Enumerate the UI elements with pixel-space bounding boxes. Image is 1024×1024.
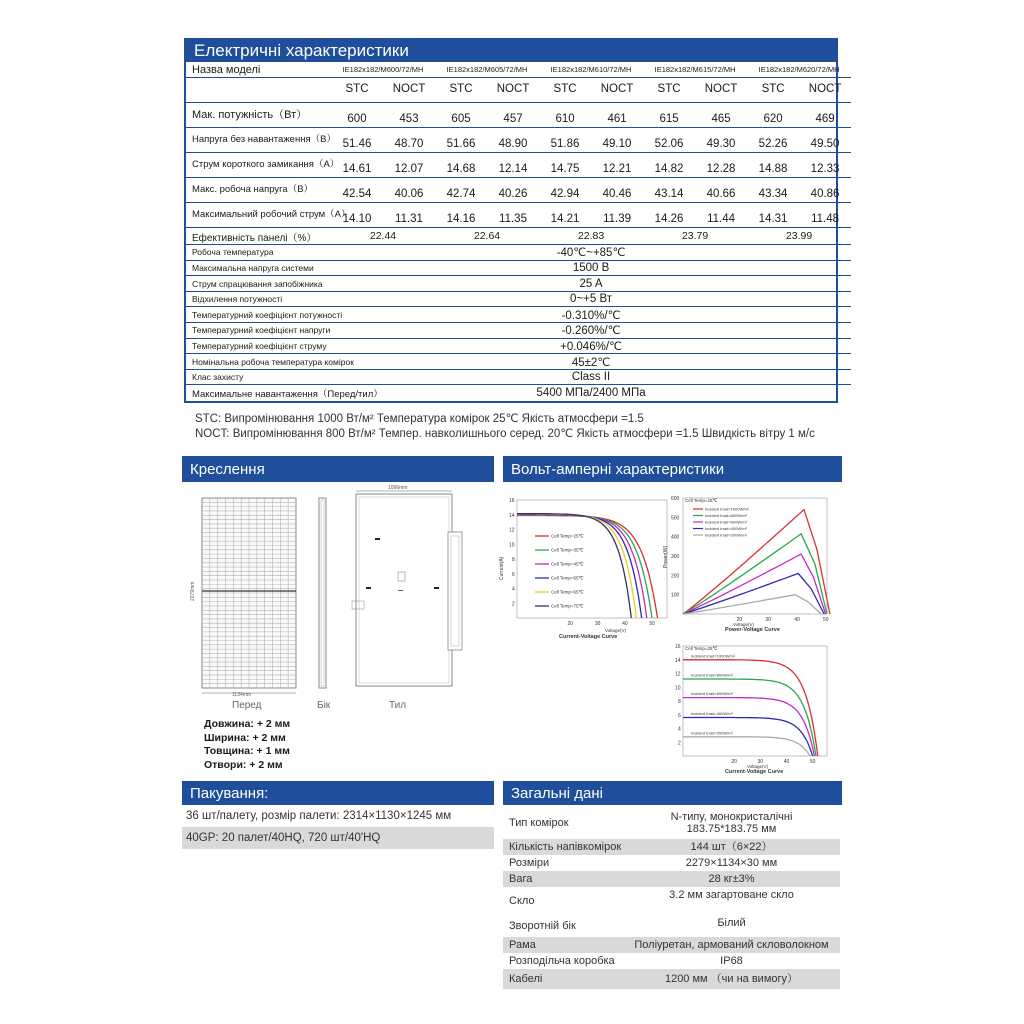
spec-value: 14.26 xyxy=(643,203,695,228)
spec-value: 453 xyxy=(383,103,435,128)
spec-value: 49.30 xyxy=(695,128,747,153)
condition-row xyxy=(186,78,851,103)
width-value: + 2 мм xyxy=(252,731,286,744)
param-row xyxy=(186,369,851,385)
spec-value: 51.86 xyxy=(539,128,591,153)
x-tick-label: 30 xyxy=(594,621,601,627)
spec-value: 42.54 xyxy=(331,178,383,203)
holes-label: Отвори: xyxy=(204,758,247,771)
legend-label: Cell Temp=35℃ xyxy=(551,547,584,553)
y-tick-label: 8 xyxy=(678,699,681,705)
chart3-title: Current-Voltage Curve xyxy=(725,769,784,775)
param-label: Температурний коефіцієнт напруги xyxy=(186,323,331,339)
model-name: IE182x182/M600/72/MH xyxy=(342,65,424,75)
curve-label: Incident Irrad=1000W/m² xyxy=(691,653,736,659)
param-value: -0.310%/℃ xyxy=(331,307,851,323)
general-key: Тип комірок xyxy=(509,817,569,829)
spec-value: 620 xyxy=(747,103,799,128)
spec-label: Мак. потужність（Вт） xyxy=(186,103,331,128)
spec-value: 12.33 xyxy=(799,153,851,178)
spec-value: 12.21 xyxy=(591,153,643,178)
general-value: 144 шт（6×22） xyxy=(690,840,773,853)
param-row xyxy=(186,385,851,401)
y-tick-label: 4 xyxy=(512,586,515,593)
legend-label: Incident Irrad=800W/m² xyxy=(705,513,747,518)
length-value: + 2 мм xyxy=(256,718,291,730)
spec-value: 469 xyxy=(799,103,851,128)
y-tick-label: 6 xyxy=(678,712,681,719)
chart1-xlabel: Voltage(V) xyxy=(605,628,627,633)
x-tick-label: 40 xyxy=(794,617,800,623)
y-tick-label: 2 xyxy=(678,740,681,747)
tolerances xyxy=(204,718,290,772)
general-value-cell xyxy=(623,939,840,952)
spec-value: 14.68 xyxy=(435,153,487,178)
spec-value: 14.31 xyxy=(747,203,799,228)
x-tick-label: 50 xyxy=(823,617,829,623)
spec-value: 49.50 xyxy=(799,128,851,153)
spec-row xyxy=(186,178,851,203)
spec-value: 52.06 xyxy=(643,128,695,153)
general-value-cell xyxy=(623,857,840,870)
spec-value: 51.46 xyxy=(331,128,383,153)
legend-label: Incident Irrad=600W/m² xyxy=(705,519,747,525)
front-view xyxy=(190,498,296,698)
y-tick-label: 14 xyxy=(509,512,515,519)
stc-header: STC xyxy=(539,78,591,103)
param-value: -0.260%/℃ xyxy=(331,323,851,339)
x-tick-label: 50 xyxy=(649,621,655,627)
curve-label: Incident Irrad=200W/m² xyxy=(691,730,733,736)
chart1-title: Current-Voltage Curve xyxy=(559,634,618,640)
param-row xyxy=(186,323,851,339)
y-tick-label: 8 xyxy=(512,557,515,563)
spec-value: 51.66 xyxy=(435,128,487,153)
noct-header: NOCT xyxy=(487,78,539,103)
general-value: IP68 xyxy=(720,954,743,967)
spec-value: 12.07 xyxy=(383,153,435,178)
general-row xyxy=(503,839,840,855)
general-row xyxy=(503,807,840,839)
thickness-value: + 1 мм xyxy=(256,745,290,757)
param-value: +0.046%/℃ xyxy=(331,338,851,354)
legend-label: Incident Irrad=200W/m² xyxy=(705,532,747,538)
spec-value: 52.26 xyxy=(747,128,799,153)
param-row xyxy=(186,245,851,261)
general-value-cell xyxy=(623,811,840,836)
param-value: -40℃~+85℃ xyxy=(331,245,851,261)
spec-value: 600 xyxy=(331,103,383,128)
packing-line-2: 40GP: 20 палет/40HQ, 720 шт/40'HQ xyxy=(182,827,494,849)
general-key: Вага xyxy=(509,873,533,885)
y-tick-label: 12 xyxy=(509,527,515,534)
param-label: Температурний коефіцієнт потужності xyxy=(186,307,331,323)
x-tick-label: 50 xyxy=(809,759,816,765)
general-key: Розподільча коробка xyxy=(509,955,615,967)
param-value: Class II xyxy=(331,369,851,385)
spec-label: Струм короткого замикання（A） xyxy=(186,153,331,178)
general-key: Кабелі xyxy=(509,973,543,985)
spec-value: 43.14 xyxy=(643,178,695,203)
chart2-xlabel: Voltage(V) xyxy=(733,622,755,627)
stc-header: STC xyxy=(331,78,383,103)
thickness-label: Товщина: xyxy=(204,745,254,757)
noct-header: NOCT xyxy=(383,78,435,103)
side-label: Бік xyxy=(317,700,331,711)
y-tick-label: 600 xyxy=(671,496,680,502)
spec-label: Макс. робоча напруга（В） xyxy=(186,178,331,203)
x-tick-label: 40 xyxy=(783,759,790,765)
param-label: Відхилення потужності xyxy=(186,291,331,307)
general-value-cell xyxy=(623,955,840,968)
general-key: Скло xyxy=(509,895,535,907)
charts-svg xyxy=(499,490,842,780)
electrical-grid xyxy=(186,62,851,401)
front-label: Перед xyxy=(232,700,262,711)
curve-label: Incident Irrad=600W/m² xyxy=(691,691,733,697)
y-tick-label: 16 xyxy=(675,644,681,650)
spec-value: 40.26 xyxy=(487,178,539,203)
general-value: 28 кг±3% xyxy=(708,872,755,885)
y-tick-label: 300 xyxy=(671,554,680,560)
stc-header: STC xyxy=(747,78,799,103)
y-tick-label: 16 xyxy=(509,498,515,504)
spec-value: 11.31 xyxy=(383,203,435,228)
y-tick-label: 100 xyxy=(671,592,680,599)
general-value: Білий xyxy=(717,917,746,929)
param-row xyxy=(186,338,851,354)
spec-value: 48.70 xyxy=(383,128,435,153)
efficiency-value: 23.99 xyxy=(747,228,851,245)
spec-value: 40.86 xyxy=(799,178,851,203)
spec-value: 42.94 xyxy=(539,178,591,203)
general-row xyxy=(503,855,840,871)
general-key: Розміри xyxy=(509,857,550,869)
curve-label: Incident Irrad=800W/m² xyxy=(691,672,733,678)
width-label: Ширина: xyxy=(204,731,250,744)
back-view xyxy=(352,485,462,686)
general-key: Кількість напівкомірок xyxy=(509,841,622,853)
general-key: Рама xyxy=(509,939,536,951)
param-value: 25 A xyxy=(331,276,851,292)
spec-value: 610 xyxy=(539,103,591,128)
general-value-2: 183.75*183.75 мм xyxy=(686,823,777,835)
general-value: N-типу, монокристалічні xyxy=(670,810,793,823)
spec-value: 457 xyxy=(487,103,539,128)
param-row xyxy=(186,276,851,292)
back-label: Тил xyxy=(389,700,407,711)
spec-value: 461 xyxy=(591,103,643,128)
legend-label: Cell Temp=45℃ xyxy=(551,561,584,567)
efficiency-label: Ефективність панелі（%） xyxy=(186,228,331,245)
general-value: 2279×1134×30 мм xyxy=(685,856,778,869)
spec-value: 42.74 xyxy=(435,178,487,203)
y-tick-label: 12 xyxy=(675,671,681,678)
noct-header: NOCT xyxy=(591,78,643,103)
y-tick-label: 400 xyxy=(671,534,680,541)
spec-value: 465 xyxy=(695,103,747,128)
spec-value: 14.16 xyxy=(435,203,487,228)
iv-title: Вольт-амперні характеристики xyxy=(503,456,842,482)
general-row xyxy=(503,969,840,989)
efficiency-value: 22.64 xyxy=(435,228,539,245)
chart2-cell-temp: Cell Temp=25℃ xyxy=(685,498,718,503)
param-row xyxy=(186,354,851,370)
spec-value: 14.75 xyxy=(539,153,591,178)
spec-value: 40.66 xyxy=(695,178,747,203)
spec-value: 14.10 xyxy=(331,203,383,228)
y-tick-label: 10 xyxy=(509,542,515,549)
pv-curve xyxy=(683,554,826,614)
model-name: IE182x182/M620/72/MH xyxy=(758,65,840,75)
condition-blank xyxy=(186,78,331,103)
curve-label: Incident Irrad=400W/m² xyxy=(691,711,733,716)
efficiency-value: 22.83 xyxy=(539,228,643,245)
param-label: Максимальне навантаження（Перед/тил） xyxy=(186,385,331,401)
stc-header: STC xyxy=(435,78,487,103)
spec-value: 615 xyxy=(643,103,695,128)
x-tick-label: 30 xyxy=(757,759,764,765)
side-view xyxy=(319,498,326,688)
model-name: IE182x182/M615/72/MH xyxy=(654,65,736,75)
param-value: 5400 МПа/2400 МПа xyxy=(331,385,851,401)
spec-value: 14.21 xyxy=(539,203,591,228)
general-title: Загальні дані xyxy=(503,781,842,805)
electrical-title: Електричні характеристики xyxy=(186,40,836,62)
param-label: Максимальна напруга системи xyxy=(186,260,331,276)
param-row xyxy=(186,307,851,323)
general-row xyxy=(503,953,840,969)
noct-header: NOCT xyxy=(695,78,747,103)
general-row xyxy=(503,937,840,953)
param-value: 45±2℃ xyxy=(331,354,851,370)
chart2-ylabel: Power(W) xyxy=(663,545,669,568)
general-row xyxy=(503,871,840,887)
param-value: 1500 В xyxy=(331,260,851,276)
efficiency-value: 23.79 xyxy=(643,228,747,245)
spec-value: 40.06 xyxy=(383,178,435,203)
chart2-title: Power-Voltage Curve xyxy=(725,627,780,633)
spec-value: 605 xyxy=(435,103,487,128)
y-tick-label: 500 xyxy=(671,515,680,522)
model-row xyxy=(186,62,851,78)
efficiency-row xyxy=(186,228,851,245)
model-name: IE182x182/M610/72/MH xyxy=(550,65,632,75)
electrical-table xyxy=(184,38,842,403)
legend-label: Incident Irrad=1000W/m² xyxy=(705,506,750,512)
front-height-dim: 2279mm xyxy=(190,581,196,601)
general-value-cell xyxy=(623,915,840,930)
spec-row xyxy=(186,128,851,153)
spec-value: 14.88 xyxy=(747,153,799,178)
legend-label: Cell Temp=75℃ xyxy=(551,603,584,609)
packing-title: Пакування: xyxy=(182,781,494,805)
noct-header: NOCT xyxy=(799,78,851,103)
chart3-cell-temp: Cell Temp=25℃ xyxy=(685,646,718,651)
spec-value: 14.82 xyxy=(643,153,695,178)
general-row xyxy=(503,915,840,937)
back-width-dim: 1096mm xyxy=(388,485,408,491)
legend-label: Incident Irrad=400W/m² xyxy=(705,526,747,531)
param-label: Температурний коефіцієнт струму xyxy=(186,338,331,354)
holes-value: + 2 мм xyxy=(249,758,283,771)
iv-charts xyxy=(499,490,842,780)
model-label: Назва моделі xyxy=(192,63,261,76)
note-noct: NOCT: Випромінювання 800 Вт/м² Темпер. навколишнього серед. 20℃ Якість атмосфери =1.5 Швидкість вітру 1 м/с xyxy=(195,428,815,440)
y-tick-label: 14 xyxy=(675,657,681,664)
x-tick-label: 20 xyxy=(567,621,574,627)
general-value-cell xyxy=(623,973,840,986)
param-row xyxy=(186,260,851,276)
length-label: Довжина: xyxy=(204,718,254,730)
general-value: Поліуретан, армований скловолокном xyxy=(634,938,829,951)
drawing-title: Креслення xyxy=(182,456,494,482)
spec-row xyxy=(186,103,851,128)
legend-label: Cell Temp=55℃ xyxy=(551,575,584,581)
general-table xyxy=(503,807,840,989)
param-label: Номінальна робоча температура комірок xyxy=(186,354,331,370)
spec-value: 11.39 xyxy=(591,203,643,228)
efficiency-value: 22.44 xyxy=(331,228,435,245)
param-row xyxy=(186,291,851,307)
general-value-cell xyxy=(623,887,840,902)
y-tick-label: 200 xyxy=(671,573,680,580)
y-tick-label: 2 xyxy=(512,601,515,608)
spec-value: 12.14 xyxy=(487,153,539,178)
param-label: Робоча температура xyxy=(186,245,331,261)
chart3-xlabel: Voltage(V) xyxy=(747,764,769,769)
x-tick-label: 30 xyxy=(765,617,771,623)
spec-value: 40.46 xyxy=(591,178,643,203)
spec-value: 49.10 xyxy=(591,128,643,153)
general-value-cell xyxy=(623,873,840,886)
y-tick-label: 10 xyxy=(675,685,681,692)
model-name: IE182x182/M605/72/MH xyxy=(446,65,528,75)
iv-irrad-curve xyxy=(683,737,810,756)
y-tick-label: 4 xyxy=(678,726,681,733)
general-value: 1200 мм （чи на вимогу） xyxy=(664,972,799,985)
spec-value: 11.35 xyxy=(487,203,539,228)
legend-label: Cell Temp=25℃ xyxy=(551,533,584,539)
spec-value: 11.44 xyxy=(695,203,747,228)
spec-row xyxy=(186,203,851,228)
spec-label: Максимальний робочий струм（A） xyxy=(186,203,331,228)
spec-label: Напруга без навантаження（В） xyxy=(186,128,331,153)
stc-header: STC xyxy=(643,78,695,103)
spec-value: 11.48 xyxy=(799,203,851,228)
param-label: Струм спрацювання запобіжника xyxy=(186,276,331,292)
param-label: Клас захисту xyxy=(186,369,331,385)
legend-label: Cell Temp=65℃ xyxy=(551,589,584,595)
general-value: 3.2 мм загартоване скло xyxy=(669,889,794,901)
general-value-cell xyxy=(623,841,840,854)
y-tick-label: 6 xyxy=(512,571,515,578)
x-tick-label: 40 xyxy=(622,621,628,627)
spec-value: 12.28 xyxy=(695,153,747,178)
general-row xyxy=(503,887,840,915)
x-tick-label: 20 xyxy=(731,759,737,765)
front-width-dim: 1134mm xyxy=(232,692,252,698)
chart1-ylabel: Current(A) xyxy=(499,556,505,580)
conditions-notes xyxy=(195,412,815,442)
spec-row xyxy=(186,153,851,178)
x-tick-label: 20 xyxy=(736,617,743,623)
general-key: Зворотній бік xyxy=(509,920,576,932)
note-stc: STC: Випромінювання 1000 Вт/м² Температура комірок 25℃ Якість атмосфери =1.5 xyxy=(195,413,644,425)
spec-value: 14.61 xyxy=(331,153,383,178)
packing-line-1: 36 шт/палету, розмір палети: 2314×1130×1245 мм xyxy=(186,810,452,822)
spec-value: 43.34 xyxy=(747,178,799,203)
spec-value: 48.90 xyxy=(487,128,539,153)
param-value: 0~+5 Вт xyxy=(331,291,851,307)
iv-irrad-curve xyxy=(683,698,814,756)
